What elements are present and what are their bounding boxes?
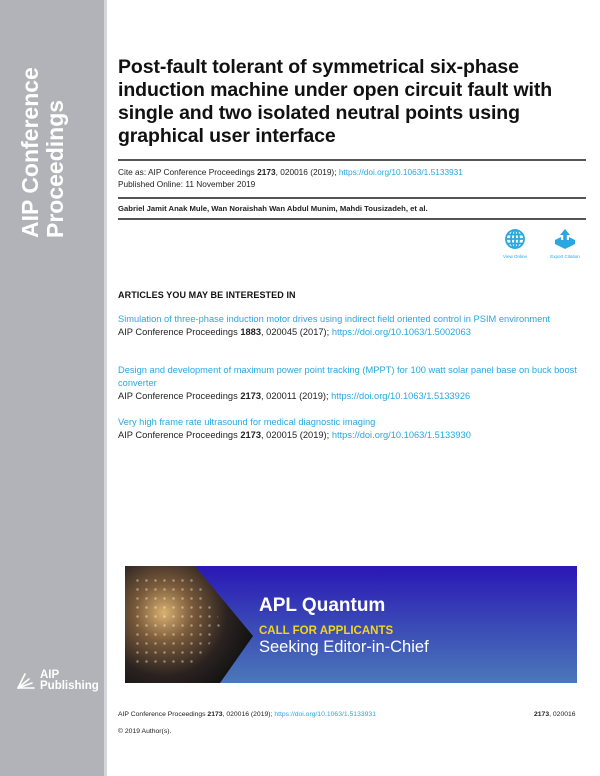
footer-page-volume: 2173 xyxy=(534,711,550,718)
footer-page-rest: , 020016 xyxy=(549,711,576,718)
footer-page-number xyxy=(534,711,576,718)
divider xyxy=(118,218,586,220)
authors: Gabriel Jamit Anak Mule, Wan Noraishah Wan Abdul Munim, Mahdi Tousizadeh, et al. xyxy=(118,204,428,213)
related-articles-heading: ARTICLES YOU MAY BE INTERESTED IN xyxy=(118,290,296,300)
footer-cite-prefix: AIP Conference Proceedings xyxy=(118,711,208,718)
source-volume: 1883 xyxy=(240,327,261,337)
globe-icon xyxy=(504,228,526,250)
banner-cta: CALL FOR APPLICANTS xyxy=(259,625,394,637)
source-prefix: AIP Conference Proceedings xyxy=(118,327,241,337)
divider xyxy=(118,159,586,161)
export-citation-button[interactable] xyxy=(545,228,585,259)
source-rest: , 020045 (2017); xyxy=(261,327,332,337)
publisher-line2: Publishing xyxy=(40,680,99,692)
footer-cite-rest: , 020016 (2019); xyxy=(222,711,275,718)
footer-volume: 2173 xyxy=(207,711,223,718)
publisher-line1: AIP xyxy=(40,669,60,681)
journal-name xyxy=(18,38,68,238)
source-rest: , 020011 (2019); xyxy=(261,391,332,401)
export-citation-label: Export Citation xyxy=(550,254,580,259)
view-online-label: View Online xyxy=(503,254,527,259)
related-article-title[interactable]: Design and development of maximum power point tracking (MPPT) for 100 watt solar panel base on buck boost converter xyxy=(118,365,577,388)
cite-rest: , 020016 (2019); xyxy=(275,167,339,177)
aip-publishing-logo[interactable] xyxy=(16,670,99,692)
article-title: Post-fault tolerant of symmetrical six-phase induction machine under open circuit fault with single and two isolated neutral points using graphical user interface xyxy=(118,56,553,147)
banner-subtitle: Seeking Editor-in-Chief xyxy=(259,638,429,656)
copyright: © 2019 Author(s). xyxy=(118,728,172,735)
journal-name-line2: Proceedings xyxy=(42,99,68,238)
view-online-button[interactable] xyxy=(495,228,535,259)
citation-block xyxy=(118,167,463,190)
sidebar-edge xyxy=(104,0,107,776)
doi-link[interactable]: https://doi.org/10.1063/1.5133930 xyxy=(331,430,471,440)
related-article-title[interactable]: Simulation of three-phase induction motor drives using indirect field oriented control in PSIM environment xyxy=(118,314,551,324)
banner-title: APL Quantum xyxy=(259,595,386,616)
cite-prefix: Cite as: AIP Conference Proceedings xyxy=(118,167,258,177)
doi-link[interactable]: https://doi.org/10.1063/1.5002063 xyxy=(331,327,471,337)
source-prefix: AIP Conference Proceedings xyxy=(118,430,241,440)
journal-name-line1: AIP Conference xyxy=(17,67,43,238)
related-article-title[interactable]: Very high frame rate ultrasound for medical diagnostic imaging xyxy=(118,417,376,427)
related-article xyxy=(118,313,588,339)
journal-sidebar xyxy=(0,0,104,776)
related-article xyxy=(118,364,588,403)
source-rest: , 020015 (2019); xyxy=(261,430,332,440)
divider xyxy=(118,197,586,199)
apl-quantum-ad-banner[interactable] xyxy=(125,566,577,683)
published-date: Published Online: 11 November 2019 xyxy=(118,178,256,189)
doi-link[interactable]: https://doi.org/10.1063/1.5133926 xyxy=(331,391,471,401)
cite-volume: 2173 xyxy=(257,167,276,177)
footer-doi-link[interactable]: https://doi.org/10.1063/1.5133931 xyxy=(274,711,376,718)
source-prefix: AIP Conference Proceedings xyxy=(118,391,241,401)
export-icon xyxy=(553,228,577,250)
aip-burst-icon xyxy=(16,672,36,690)
footer-citation xyxy=(118,711,376,718)
source-volume: 2173 xyxy=(240,391,261,401)
doi-link[interactable]: https://doi.org/10.1063/1.5133931 xyxy=(338,167,463,177)
related-article xyxy=(118,416,588,442)
source-volume: 2173 xyxy=(240,430,261,440)
